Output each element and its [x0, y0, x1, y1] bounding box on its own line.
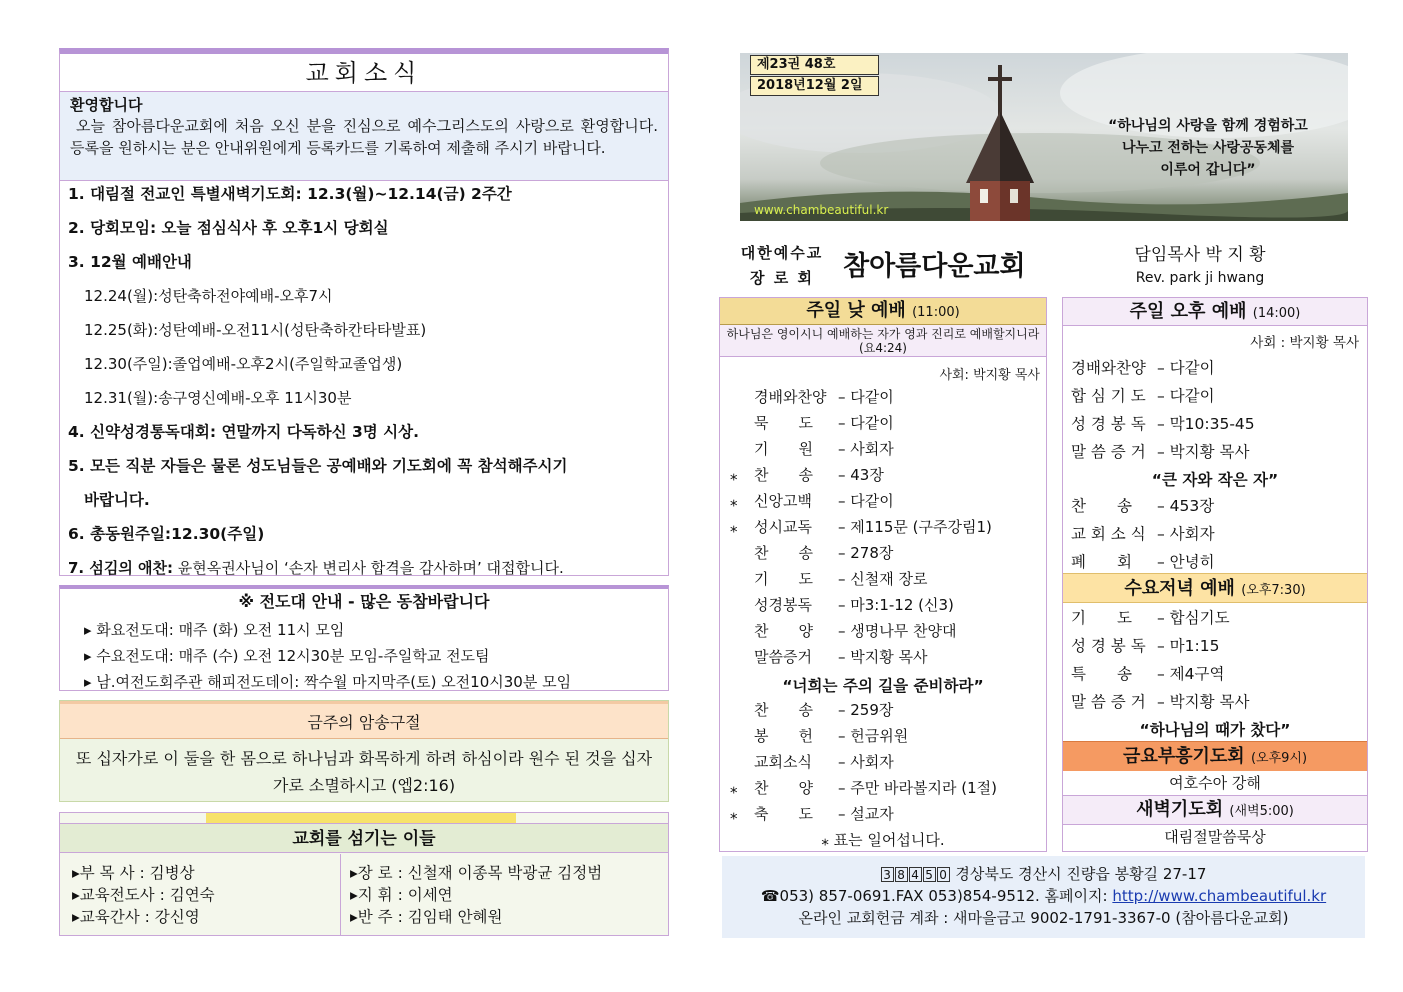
evangelism-title: ※ 전도대 안내 - 많은 동참바랍니다: [238, 592, 490, 611]
order-value: – 막10:35-45: [1157, 415, 1255, 433]
order-label: 교 회 소 식: [1071, 525, 1146, 543]
address-line: 3 8 4 5 0 경상북도 경산시 진량읍 봉황길 27-17: [722, 863, 1365, 885]
standing-marker: ⁎: [730, 466, 738, 484]
wednesday-sermon-title: “하나님의 때가 찼다”: [1139, 721, 1291, 739]
hero-banner: [740, 53, 1348, 221]
order-value: – 설교자: [838, 805, 894, 823]
order-label: 기 도: [1071, 609, 1132, 627]
sunday-morning-order-row: [730, 700, 893, 720]
welcome-title: 환영합니다: [70, 96, 143, 114]
postal-digit: 5: [923, 867, 936, 882]
standing-note: ⁎ 표는 일어섭니다.: [821, 831, 945, 849]
wednesday-service-title: 수요저녁 예배 (오후7:30): [1063, 573, 1367, 603]
order-value: – 259장: [838, 701, 894, 719]
order-value: – 다같이: [838, 414, 894, 432]
friday-prayer-topic: 여호수아 강해: [1063, 771, 1367, 796]
order-label: 폐 회: [1071, 553, 1132, 571]
postal-digit: 3: [881, 867, 894, 882]
order-value: – 신철재 장로: [838, 570, 928, 588]
order-label: 봉 헌: [754, 727, 813, 745]
sunday-morning-order-row: [730, 752, 894, 772]
sunday-afternoon-sermon-title: “큰 자와 작은 자”: [1151, 471, 1279, 489]
sunday-morning-order-row: [730, 543, 893, 563]
sunday-morning-leader: 사회: 박지황 목사: [939, 368, 1040, 383]
wednesday-order-row: [1071, 608, 1230, 628]
news-item-4: 4. 신약성경통독대회: 연말까지 다독하신 3명 시상.: [68, 423, 420, 441]
welcome-section: [60, 92, 668, 181]
order-value: – 사회자: [1157, 525, 1215, 543]
dawn-prayer-title: 새벽기도회 (새벽5:00): [1063, 796, 1367, 825]
order-value: – 박지황 목사: [838, 648, 928, 666]
order-value: – 453장: [1157, 497, 1215, 515]
order-label: 말씀증거: [754, 648, 812, 666]
sunday-afternoon-order-row: [1071, 552, 1215, 572]
sunday-afternoon-service: [1062, 297, 1368, 852]
order-value: – 사회자: [838, 753, 894, 771]
order-label: 신앙고백: [754, 492, 812, 510]
servers-box: [59, 812, 669, 936]
sunday-afternoon-leader: 사회 : 박지황 목사: [1250, 335, 1359, 351]
church-news-title: 교회소식: [60, 54, 668, 92]
sunday-afternoon-order-row: [1071, 386, 1215, 406]
memory-verse-text: 또 십자가로 이 둘을 한 몸으로 하나님과 화목하게 하려 하심이라 원수 된 것을 십자가로 소멸하시고 (엡2:16): [60, 739, 668, 801]
order-label: 성 경 봉 독: [1071, 637, 1146, 655]
order-label: 찬 양: [754, 622, 813, 640]
servers-divider: [340, 854, 341, 936]
sunday-afternoon-order-row: [1071, 358, 1215, 378]
order-value: – 다같이: [1157, 387, 1215, 405]
order-value: – 사회자: [838, 440, 894, 458]
order-label: 말 씀 증 거: [1071, 443, 1146, 461]
order-label: 찬 송: [1071, 497, 1132, 515]
order-value: – 마1:15: [1157, 637, 1220, 655]
sunday-morning-order-row: [730, 439, 894, 459]
order-label: 성경봉독: [754, 596, 812, 614]
evangelism-box: [59, 585, 669, 691]
postal-digit: 0: [937, 867, 950, 882]
server-associate-pastor: ▸부 목 사 : 김병상: [72, 864, 195, 882]
website-caption: www.chambeautiful.kr: [754, 203, 889, 217]
order-label: 찬 양: [754, 779, 813, 797]
phone-line: ☎053) 857-0691.FAX 053)854-9512. 홈페이지: http://www.chambeautiful.kr: [760, 887, 1327, 905]
evangelism-item-2: ▸ 수요전도대: 매주 (수) 오전 12시30분 모임-주일학교 전도팀: [84, 647, 490, 665]
sunday-morning-title: 주일 낮 예배 (11:00): [720, 298, 1046, 325]
standing-marker: ⁎: [730, 805, 738, 823]
december-service-1: 12.24(월):성탄축하전야예배-오후7시: [84, 287, 333, 305]
evangelism-item-1: ▸ 화요전도대: 매주 (화) 오전 11시 모임: [84, 621, 345, 639]
welcome-body: 오늘 참아름다운교회에 처음 오신 분을 진심으로 예수그리스도의 사랑으로 환영합니다. 등록을 원하시는 분은 안내위원에게 등록카드를 기록하여 제출해 주시기 바랍니다.: [70, 117, 658, 157]
order-label: 경배와찬양: [754, 388, 827, 406]
standing-marker: ⁎: [730, 779, 738, 797]
order-label: 찬 송: [754, 544, 813, 562]
sunday-morning-service: [719, 297, 1047, 852]
order-label: 성 경 봉 독: [1071, 415, 1146, 433]
news-item-2: 2. 당회모임: 오늘 점심식사 후 오후1시 당회실: [68, 219, 389, 237]
order-label: 기 도: [754, 570, 813, 588]
church-name: 참아름다운교회: [843, 251, 1026, 282]
homepage-link[interactable]: http://www.chambeautiful.kr: [1112, 887, 1327, 905]
sunday-morning-order-row: [730, 726, 908, 746]
order-label: 기 원: [754, 440, 813, 458]
wednesday-order-row: [1071, 636, 1219, 656]
postal-digit: 8: [895, 867, 908, 882]
order-value: – 박지황 목사: [1157, 443, 1250, 461]
order-value: – 마3:1-12 (신3): [838, 596, 954, 614]
church-news-box: [59, 48, 669, 576]
order-label: 경배와찬양: [1071, 359, 1146, 377]
sunday-afternoon-order-row: [1071, 442, 1249, 462]
news-item-5: 5. 모든 직분 자들은 물론 성도님들은 공예배와 기도회에 꼭 참석해주시기: [68, 457, 568, 475]
evangelism-item-3: ▸ 남.여전도회주관 해피전도데이: 짝수월 마지막주(토) 오전10시30분 모임: [84, 673, 572, 691]
order-value: – 다같이: [1157, 359, 1215, 377]
sunday-morning-verse: 하나님은 영이시니 예배하는 자가 영과 진리로 예배할지니라(요4:24): [720, 325, 1046, 357]
memory-verse-title: 금주의 암송구절: [60, 701, 668, 739]
sunday-morning-order-row: [730, 621, 956, 641]
offering-account: 온라인 교회헌금 계좌 : 새마을금고 9002-1791-3367-0 (참아름다운교회): [798, 909, 1289, 927]
order-value: – 278장: [838, 544, 894, 562]
order-label: 찬 송: [754, 701, 813, 719]
sunday-morning-order-row: [730, 387, 894, 407]
server-conductor: ▸지 휘 : 이세연: [350, 886, 453, 904]
order-value: – 안녕히: [1157, 553, 1215, 571]
sunday-morning-order-row: [730, 804, 894, 824]
sunday-afternoon-order-row: [1071, 496, 1214, 516]
sunday-morning-order-row: [730, 647, 928, 667]
news-item-3: 3. 12월 예배안내: [68, 253, 192, 271]
church-motto: “하나님의 사랑을 함께 경험하고 나누고 전하는 사랑공동체를 이루어 갑니다”: [1108, 118, 1308, 178]
order-label: 특 송: [1071, 665, 1132, 683]
memory-verse-box: [59, 700, 669, 802]
sunday-morning-order-row: [730, 413, 894, 433]
senior-pastor-english: Rev. park ji hwang: [1135, 270, 1265, 286]
senior-pastor: 담임목사 박 지 황: [1134, 245, 1266, 265]
december-service-2: 12.25(화):성탄예배-오전11시(성탄축하칸타타발표): [84, 321, 427, 339]
sunday-morning-sermon-title: “너희는 주의 길을 준비하라”: [782, 677, 984, 695]
sunday-morning-order-row: [730, 778, 997, 798]
contact-footer: [722, 856, 1365, 938]
order-label: 성시교독: [754, 518, 812, 536]
sunday-morning-order-row: [730, 517, 992, 537]
postal-code: [881, 865, 951, 883]
server-accompanist: ▸반 주 : 김임태 안혜원: [350, 908, 503, 926]
order-label: 묵 도: [754, 414, 813, 432]
order-value: – 생명나무 찬양대: [838, 622, 957, 640]
order-value: – 헌금위원: [838, 727, 909, 745]
sunday-afternoon-title: 주일 오후 예배 (14:00): [1063, 298, 1367, 326]
sunday-morning-order-row: [730, 465, 884, 485]
friday-prayer-title: 금요부흥기도회 (오후9시): [1063, 741, 1367, 771]
issue-info: [750, 55, 879, 97]
sunday-morning-order-row: [730, 595, 954, 615]
server-elders: ▸장 로 : 신철재 이종목 박광균 김정범: [350, 864, 603, 882]
news-item-5-cont: 바랍니다.: [84, 491, 150, 509]
order-value: – 다같이: [838, 492, 894, 510]
standing-marker: ⁎: [730, 492, 738, 510]
order-label: 합 심 기 도: [1071, 387, 1146, 405]
wednesday-order-row: [1071, 664, 1224, 684]
server-education-staff: ▸교육간사 : 강신영: [72, 908, 200, 926]
sunday-afternoon-order-row: [1071, 524, 1215, 544]
order-label: 찬 송: [754, 466, 813, 484]
december-service-4: 12.31(월):송구영신예배-오후 11시30분: [84, 389, 352, 407]
servers-title: 교회를 섬기는 이들: [60, 823, 668, 853]
dawn-prayer-topic: 대림절말씀묵상: [1164, 828, 1266, 846]
order-value: – 제4구역: [1157, 665, 1225, 683]
wednesday-order-row: [1071, 692, 1249, 712]
server-education-minister: ▸교육전도사 : 김연숙: [72, 886, 215, 904]
order-value: – 다같이: [838, 388, 894, 406]
order-value: – 제115문 (구주강림1): [838, 518, 992, 536]
order-value: – 43장: [838, 466, 884, 484]
news-item-6: 6. 총동원주일:12.30(주일): [68, 525, 265, 543]
sunday-morning-order-row: [730, 491, 894, 511]
order-value: – 주만 바라볼지라 (1절): [838, 779, 997, 797]
order-label: 교회소식: [754, 753, 812, 771]
standing-marker: ⁎: [730, 518, 738, 536]
denomination: 대한예수교 장 로 회: [740, 244, 824, 287]
news-item-1: 1. 대림절 전교인 특별새벽기도회: 12.3(월)~12.14(금) 2주간: [68, 185, 512, 203]
issue-volume: 제23권 48호: [750, 55, 879, 75]
order-value: – 박지황 목사: [1157, 693, 1250, 711]
sunday-afternoon-order-row: [1071, 414, 1255, 434]
issue-date: 2018년12월 2일: [750, 76, 879, 96]
sunday-morning-order-row: [730, 569, 928, 589]
order-value: – 합심기도: [1157, 609, 1230, 627]
order-label: 말 씀 증 거: [1071, 693, 1146, 711]
news-item-7: 7. 섬김의 애찬: 윤현옥권사님이 ‘손자 변리사 합격을 감사하며’ 대접합니다.: [68, 559, 564, 577]
order-label: 축 도: [754, 805, 813, 823]
december-service-3: 12.30(주일):졸업예배-오후2시(주일학교졸업생): [84, 355, 403, 373]
postal-digit: 4: [909, 867, 922, 882]
servers-accent-stripe: [206, 813, 516, 823]
